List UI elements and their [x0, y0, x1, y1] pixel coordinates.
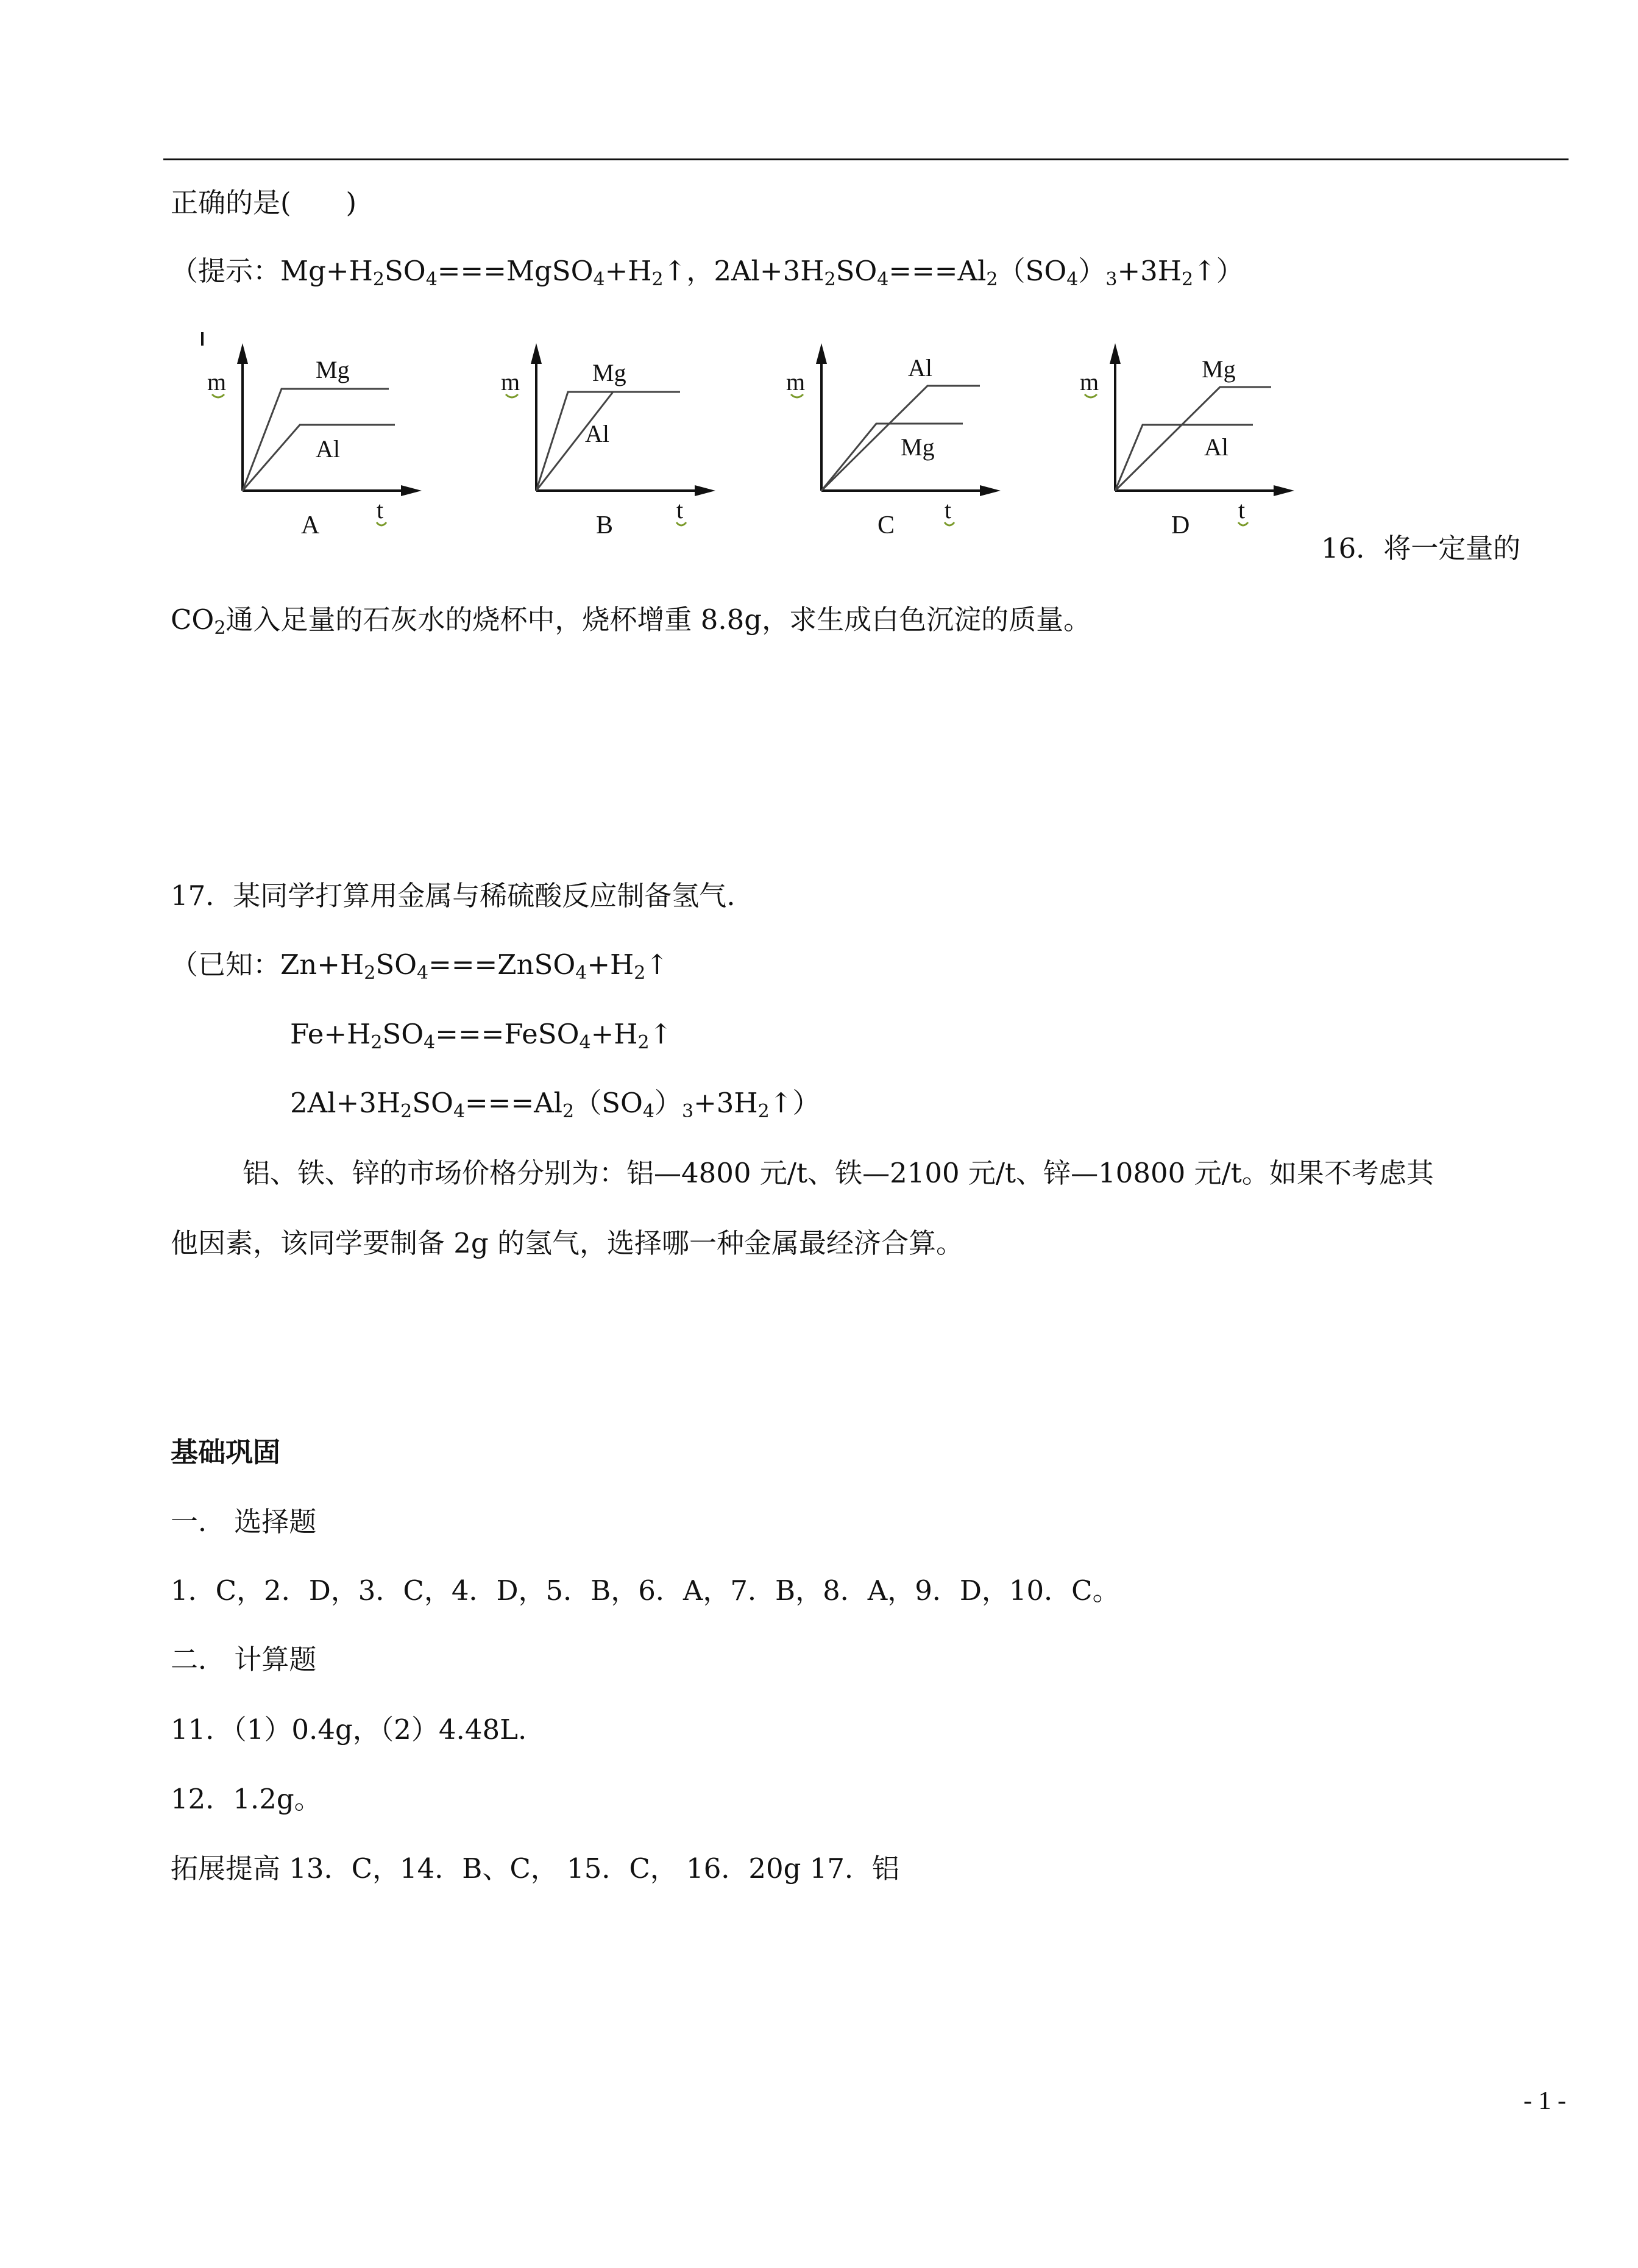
sec1-title: 一． 选择题 [171, 1505, 317, 1538]
q17-eq3: $2Al+3H_2SO_4===Al_2(SO_4)_3+3H_2↑$） [290, 1087, 820, 1122]
known-prefix: （已知： [171, 948, 281, 981]
q15-stem-end: 正确的是( ) [171, 187, 357, 219]
hint-eq1: $Mg+H_2SO_4===MgSO_4+H_2↑$， [280, 255, 714, 290]
x-axis-label: t [945, 496, 952, 524]
answers-heading: 基础巩固 [171, 1436, 281, 1468]
q17-body2: 他因素，该同学要制备 2g 的氢气，选择哪一种金属最经济合算。 [171, 1227, 964, 1259]
curve-label-upper: Mg [316, 356, 350, 383]
answer-12: 12．1.2g。 [171, 1783, 322, 1815]
page-number: - 1 - [1523, 2087, 1566, 2115]
chart-letter: B [596, 511, 614, 539]
x-axis-label: t [377, 496, 384, 524]
curve-label-lower: Al [585, 420, 609, 447]
x-axis-label: t [676, 496, 684, 524]
extension-answers: 拓展提高 13．C，14．B、C， 15．C， 16．20g 17．铝 [171, 1852, 899, 1885]
chart-letter: C [878, 511, 895, 539]
header-rule [163, 158, 1569, 160]
hint-prefix: （提示： [171, 255, 281, 287]
q17-body1: 铝、铁、锌的市场价格分别为：铝—4800 元/t、铁—2100 元/t、锌—10800 元/t。如果不考虑其 [243, 1157, 1434, 1189]
x-axis-label: t [1238, 496, 1246, 524]
curve-label-lower: Al [1204, 433, 1228, 461]
q17-title: 17．某同学打算用金属与稀硫酸反应制备氢气. [171, 880, 736, 912]
y-axis-label: m [501, 368, 520, 396]
chart-a [194, 320, 438, 546]
chart-b [488, 320, 731, 546]
curve-label-lower: Al [316, 435, 340, 463]
y-axis-label: m [207, 368, 227, 396]
y-axis-label: m [786, 368, 806, 396]
curve-label-lower: Mg [901, 433, 935, 461]
curve-label-upper: Mg [1202, 355, 1236, 383]
sec1-answers: 1．C，2．D，3．C，4．D，5．B，6．A，7．B，8．A，9．D，10．C。 [171, 1574, 1120, 1607]
q15-hint [171, 253, 1244, 290]
chart-d [1066, 320, 1310, 546]
y-axis-label: m [1080, 368, 1099, 396]
curve-label-upper: Mg [592, 359, 626, 386]
sec2-title: 二． 计算题 [171, 1643, 317, 1676]
chart-c [773, 320, 1016, 546]
q17-eq1: （已知：$Zn+H_2SO_4===ZnSO_4+H_2↑$ [171, 948, 669, 984]
q16-line2: $CO_2$通入足量的石灰水的烧杯中，烧杯增重 8.8g，求生成白色沉淀的质量。 [171, 603, 1091, 639]
chart-letter: A [301, 511, 320, 539]
hint-eq2: $2Al+3H_2SO_4===Al_2(SO_4)_3+3H_2↑$） [714, 255, 1244, 290]
chart-letter: D [1171, 511, 1190, 539]
answer-11: 11．（1）0.4g，（2）4.48L. [171, 1713, 527, 1746]
q17-eq2: $Fe+H_2SO_4===FeSO_4+H_2↑$ [290, 1018, 673, 1053]
curve-label-upper: Al [908, 354, 932, 382]
q16-start: 16．将一定量的 [1321, 532, 1521, 564]
